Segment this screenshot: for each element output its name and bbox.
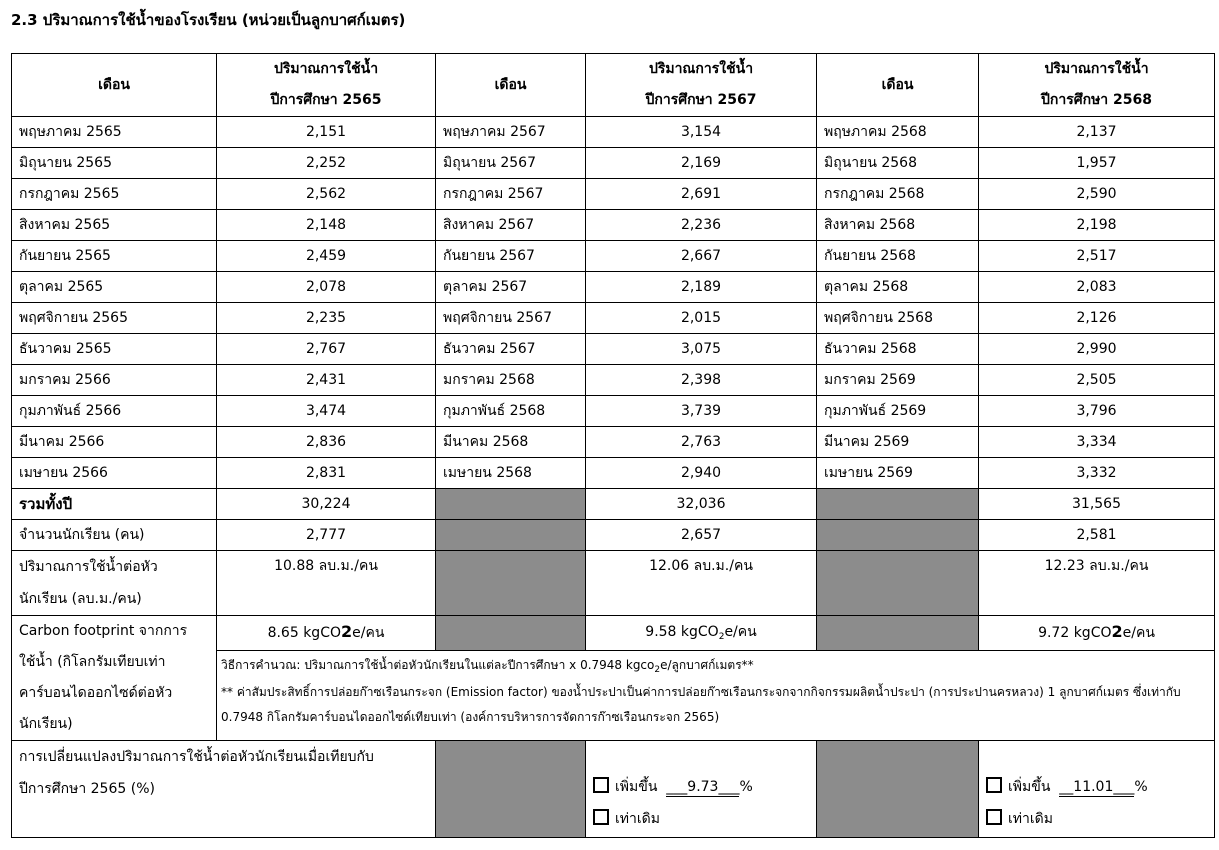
per-head-value-2568: 12.23 ลบ.ม./คน [979,551,1215,616]
month-cell: มกราคม 2569 [817,365,979,396]
usage-value-cell: 3,075 [586,334,817,365]
month-header: เดือน [817,54,979,117]
usage-value-cell: 3,334 [979,427,1215,458]
month-cell: มิถุนายน 2568 [817,148,979,179]
gray-cell [436,741,586,838]
month-cell: มีนาคม 2568 [436,427,586,458]
students-value-2567: 2,657 [586,520,817,551]
total-row [12,489,1215,520]
change-label: การเปลี่ยนแปลงปริมาณการใช้น้ำต่อหัวนักเรียนเมื่อเทียบกับ ปีการศึกษา 2565 (%) [12,741,436,838]
method-formula: วิธีการคำนวณ: ปริมาณการใช้น้ำต่อหัวนักเรียนในแต่ละปีการศึกษา x 0.7948 kgco$_2$e/ลูกบาศก์เมตร** [221,657,754,675]
per-head-label: ปริมาณการใช้น้ำต่อหัว นักเรียน (ลบ.ม./คน) [12,551,217,616]
carbon-value-2568: 9.72 kgCO2e/คน [979,616,1215,651]
usage-value-cell: 2,078 [217,272,436,303]
month-cell: ตุลาคม 2568 [817,272,979,303]
month-cell: ธันวาคม 2567 [436,334,586,365]
month-cell: ตุลาคม 2567 [436,272,586,303]
month-cell: กุมภาพันธ์ 2568 [436,396,586,427]
carbon-row [12,616,1215,651]
table-row [12,241,1215,272]
same-option-2568[interactable]: เท่าเดิม [986,803,1207,835]
increase-option-2568[interactable]: เพิ่มขึ้น __11.01___% [986,771,1207,803]
usage-value-cell: 2,198 [979,210,1215,241]
students-value-2568: 2,581 [979,520,1215,551]
usage-value-cell: 2,562 [217,179,436,210]
usage-value-cell: 2,667 [586,241,817,272]
usage-value-cell: 2,836 [217,427,436,458]
increase-option-2567[interactable]: เพิ่มขึ้น ___9.73___% [593,771,809,803]
month-cell: สิงหาคม 2568 [817,210,979,241]
usage-value-cell: 2,126 [979,303,1215,334]
month-cell: พฤศจิกายน 2568 [817,303,979,334]
month-cell: พฤษภาคม 2568 [817,117,979,148]
month-cell: กันยายน 2568 [817,241,979,272]
month-cell: พฤศจิกายน 2565 [12,303,217,334]
usage-value-cell: 3,332 [979,458,1215,489]
month-cell: เมษายน 2569 [817,458,979,489]
month-cell: กรกฎาคม 2565 [12,179,217,210]
month-cell: กรกฎาคม 2567 [436,179,586,210]
month-cell: ธันวาคม 2568 [817,334,979,365]
table-row [12,365,1215,396]
usage-value-cell: 2,431 [217,365,436,396]
usage-value-cell: 2,990 [979,334,1215,365]
gray-cell [436,551,586,616]
section-title: 2.3 ปริมาณการใช้น้ำของโรงเรียน (หน่วยเป็นลูกบาศก์เมตร) [11,11,406,29]
usage-header-2567: ปริมาณการใช้น้ำ ปีการศึกษา 2567 [586,54,817,117]
month-cell: กรกฎาคม 2568 [817,179,979,210]
month-cell: มีนาคม 2569 [817,427,979,458]
table-row [12,396,1215,427]
same-option-2567[interactable]: เท่าเดิม [593,803,809,835]
month-cell: มกราคม 2568 [436,365,586,396]
month-cell: สิงหาคม 2567 [436,210,586,241]
usage-value-cell: 2,236 [586,210,817,241]
usage-value-cell: 3,474 [217,396,436,427]
month-cell: พฤษภาคม 2567 [436,117,586,148]
usage-value-cell: 2,517 [979,241,1215,272]
usage-value-cell: 2,459 [217,241,436,272]
usage-value-cell: 3,796 [979,396,1215,427]
emission-factor-note: ** ค่าสัมประสิทธิ์การปล่อยก๊าซเรือนกระจก (Emission factor) ของน้ำประปาเป็นค่าการปล่อยก๊าซเรือนกระจกจากกิจกรรมผลิตน้ำประปา (การประปานครหลวง) 1 ลูกบาศก์เมตร ซึ่งเท่ากับ 0.7948 กิโลกรัมคาร์บอนไดออกไซด์เทียบเท่า (องค์การบริหารการจัดการก๊าซเรือนกระจก 2565) [221,684,1181,724]
gray-cell [436,616,586,651]
usage-value-cell: 2,235 [217,303,436,334]
month-cell: กุมภาพันธ์ 2569 [817,396,979,427]
usage-value-cell: 2,767 [217,334,436,365]
table-row [12,148,1215,179]
table-row [12,458,1215,489]
month-header: เดือน [12,54,217,117]
students-row [12,520,1215,551]
change-options-2567 [586,741,817,838]
usage-value-cell: 3,154 [586,117,817,148]
month-cell: มีนาคม 2566 [12,427,217,458]
change-options-2568 [979,741,1215,838]
table-row [12,272,1215,303]
per-head-row [12,551,1215,616]
usage-header-2565: ปริมาณการใช้น้ำ ปีการศึกษา 2565 [217,54,436,117]
checkbox-icon[interactable] [986,777,1002,793]
month-cell: กันยายน 2565 [12,241,217,272]
gray-cell [817,520,979,551]
carbon-label: Carbon footprint จากการ ใช้น้ำ (กิโลกรัมเทียบเท่า คาร์บอนไดออกไซด์ต่อหัว นักเรียน) [12,616,217,741]
month-cell: ธันวาคม 2565 [12,334,217,365]
checkbox-icon[interactable] [593,777,609,793]
usage-value-cell: 2,763 [586,427,817,458]
table-row [12,303,1215,334]
usage-value-cell: 2,590 [979,179,1215,210]
month-cell: มิถุนายน 2567 [436,148,586,179]
usage-value-cell: 1,957 [979,148,1215,179]
usage-value-cell: 2,137 [979,117,1215,148]
month-cell: ตุลาคม 2565 [12,272,217,303]
month-cell: พฤศจิกายน 2567 [436,303,586,334]
gray-cell [817,489,979,520]
month-cell: พฤษภาคม 2565 [12,117,217,148]
usage-value-cell: 2,505 [979,365,1215,396]
total-value-2565: 30,224 [217,489,436,520]
water-usage-table [11,53,1215,838]
per-head-value-2565: 10.88 ลบ.ม./คน [217,551,436,616]
month-cell: กุมภาพันธ์ 2566 [12,396,217,427]
usage-value-cell: 2,398 [586,365,817,396]
total-value-2568: 31,565 [979,489,1215,520]
usage-value-cell: 2,083 [979,272,1215,303]
gray-cell [436,489,586,520]
month-cell: เมษายน 2568 [436,458,586,489]
checkbox-icon[interactable] [986,809,1002,825]
month-cell: กันยายน 2567 [436,241,586,272]
month-cell: มกราคม 2566 [12,365,217,396]
usage-value-cell: 3,739 [586,396,817,427]
per-head-value-2567: 12.06 ลบ.ม./คน [586,551,817,616]
usage-value-cell: 2,252 [217,148,436,179]
total-label: รวมทั้งปี [12,489,217,520]
usage-value-cell: 2,151 [217,117,436,148]
total-value-2567: 32,036 [586,489,817,520]
gray-cell [817,616,979,651]
table-row [12,210,1215,241]
header-row [12,54,1215,117]
checkbox-icon[interactable] [593,809,609,825]
gray-cell [817,741,979,838]
month-header: เดือน [436,54,586,117]
month-cell: สิงหาคม 2565 [12,210,217,241]
month-cell: เมษายน 2566 [12,458,217,489]
students-value-2565: 2,777 [217,520,436,551]
gray-cell [436,520,586,551]
month-cell: มิถุนายน 2565 [12,148,217,179]
usage-value-cell: 2,691 [586,179,817,210]
table-row [12,334,1215,365]
table-row [12,427,1215,458]
calculation-method-note [217,650,1215,740]
table-row [12,179,1215,210]
carbon-value-2565: 8.65 kgCO2e/คน [217,616,436,651]
usage-value-cell: 2,189 [586,272,817,303]
usage-value-cell: 2,940 [586,458,817,489]
carbon-value-2567: 9.58 kgCO$_2$e/คน [586,616,817,651]
usage-value-cell: 2,148 [217,210,436,241]
usage-value-cell: 2,831 [217,458,436,489]
usage-value-cell: 2,015 [586,303,817,334]
table-row [12,117,1215,148]
gray-cell [817,551,979,616]
students-label: จำนวนนักเรียน (คน) [12,520,217,551]
usage-value-cell: 2,169 [586,148,817,179]
usage-header-2568: ปริมาณการใช้น้ำ ปีการศึกษา 2568 [979,54,1215,117]
change-row [12,741,1215,838]
